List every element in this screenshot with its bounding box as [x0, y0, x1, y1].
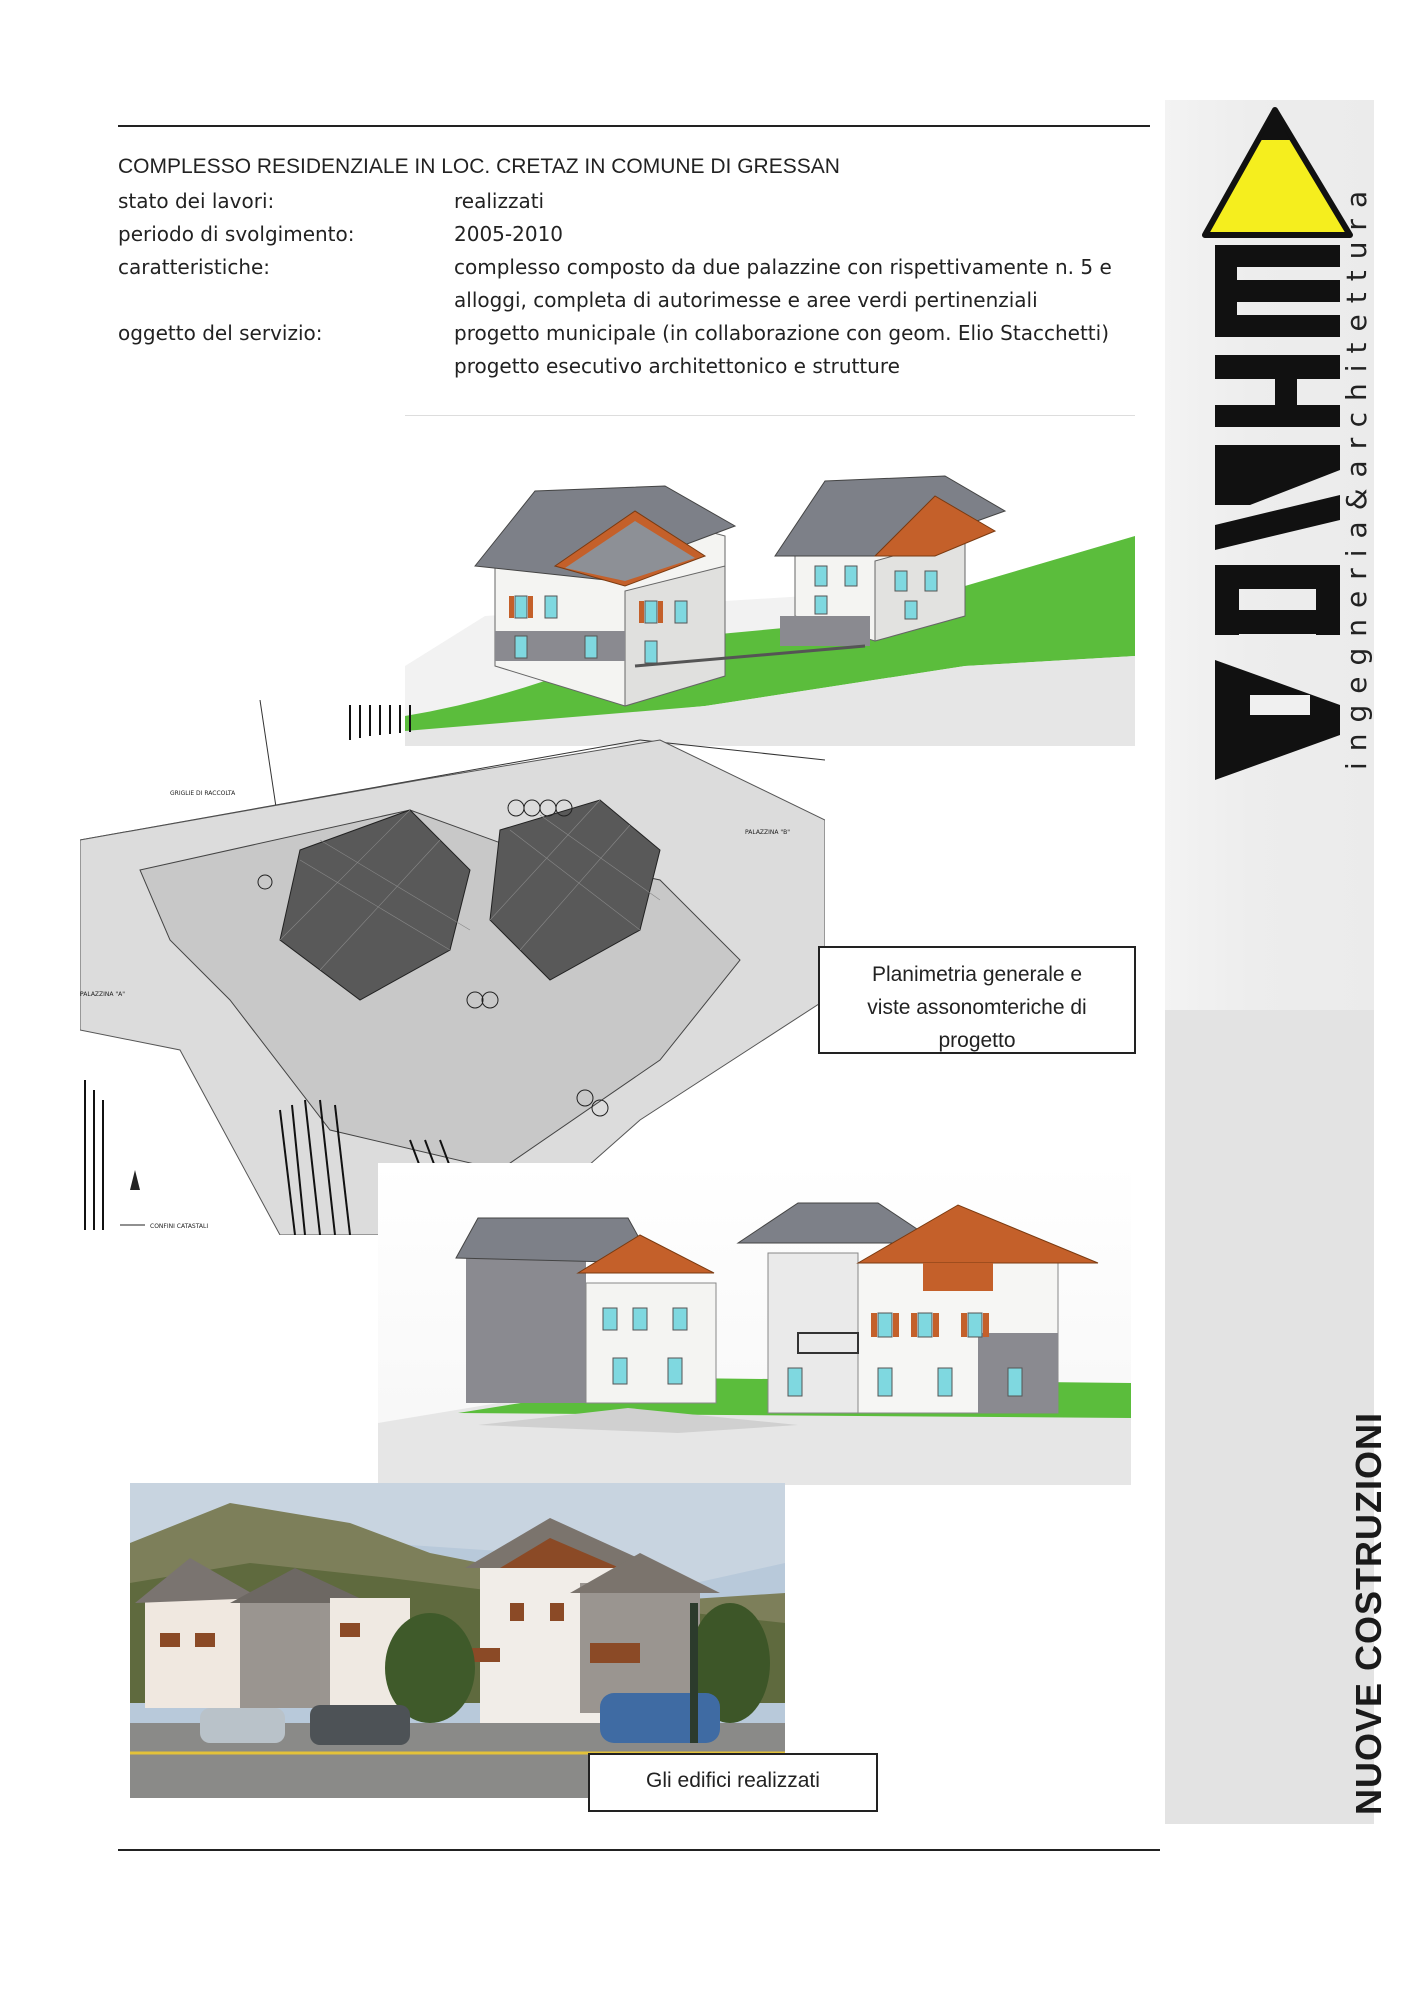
label-features: caratteristiche:: [118, 255, 271, 279]
photo-realized-buildings: [130, 1483, 785, 1798]
bottom-rule: [118, 1849, 1160, 1851]
site-plan-drawing: [80, 700, 825, 1235]
sidebar-band: [1165, 1010, 1374, 1824]
plan-label-griglie: GRIGLIE DI RACCOLTA: [170, 790, 236, 797]
label-service: oggetto del servizio:: [118, 321, 323, 345]
project-title: COMPLESSO RESIDENZIALE IN LOC. CRETAZ IN COMUNE DI GRESSAN: [118, 155, 840, 178]
value-status: realizzati: [454, 189, 545, 213]
plan-label-palazzina-b: PALAZZINA "B": [745, 829, 791, 836]
value-period: 2005-2010: [454, 222, 564, 246]
caption-plan: [818, 946, 1136, 1054]
category-label: NUOVE COSTRUZIONI: [1348, 1411, 1389, 1815]
value-service: progetto municipale (in collaborazione con geom. Elio Stacchetti) progetto esecutivo architettonico e strutture: [454, 321, 1109, 378]
value-features: complesso composto da due palazzine con rispettivamente n. 5 e alloggi, completa di autorimesse e aree verdi pertinenziali: [454, 255, 1112, 312]
caption-plan-text: Planimetria generale e viste assonomteriche di progetto: [867, 963, 1087, 1052]
caption-photo: Gli edifici realizzati: [588, 1753, 878, 1812]
north-arrow-icon: [130, 1170, 140, 1190]
axonometric-render-top: [405, 415, 1135, 746]
axonometric-render-bottom: [378, 1163, 1131, 1485]
logo-subtitle: ingegneria&architettura: [1340, 179, 1373, 770]
top-rule: [118, 125, 1150, 127]
label-status: stato dei lavori:: [118, 189, 275, 213]
label-period: periodo di svolgimento:: [118, 222, 355, 246]
plan-label-confini: CONFINI CATASTALI: [150, 1223, 209, 1230]
plan-label-palazzina-a: PALAZZINA "A": [80, 991, 126, 998]
